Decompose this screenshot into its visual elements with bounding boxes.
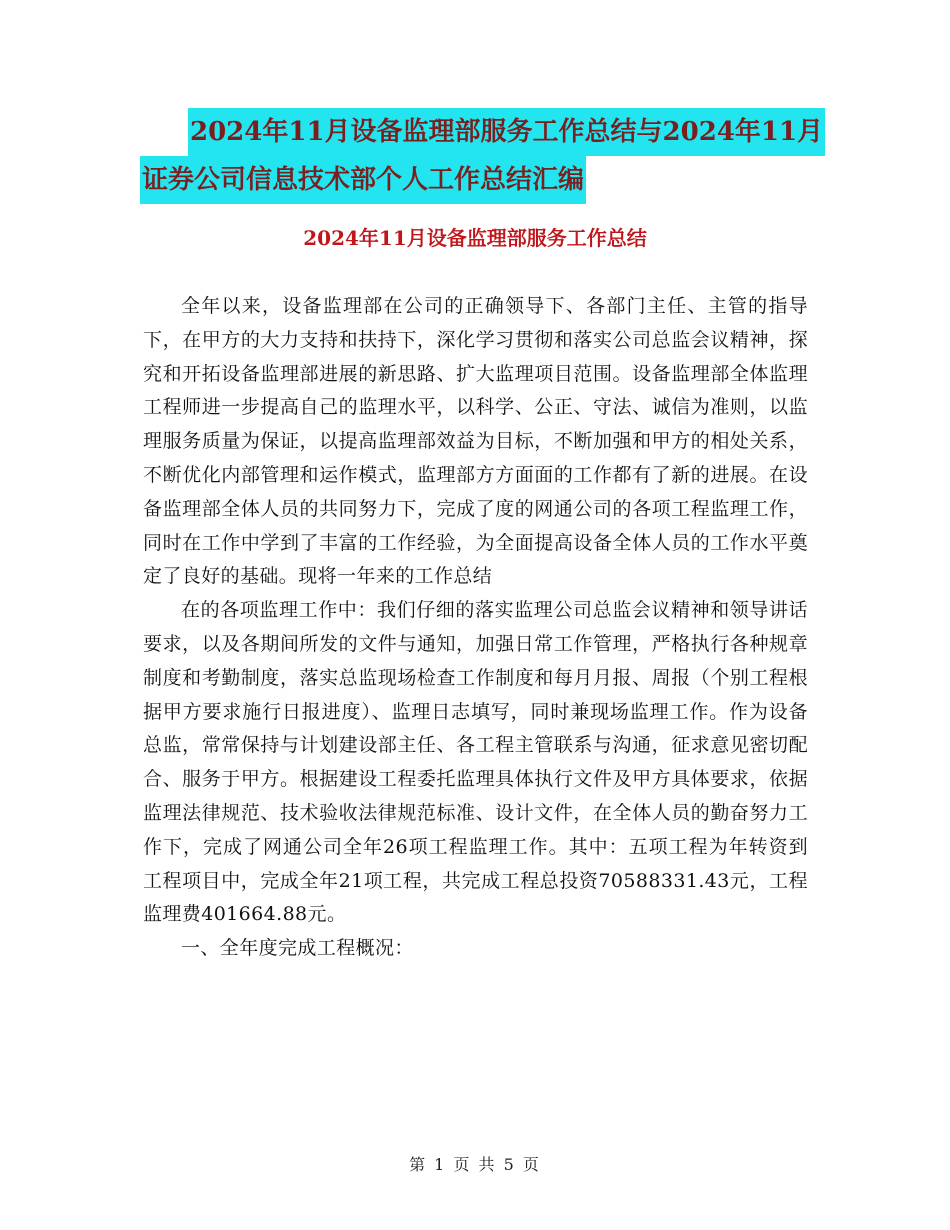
section-heading: 2024年11月设备监理部服务工作总结	[303, 226, 647, 250]
paragraph-section-one-heading: 一、全年度完成工程概况：	[181, 937, 414, 960]
paragraph-intro: 全年以来，设备监理部在公司的正确领导下、各部门主任、主管的指导下，在甲方的大力支持和扶持下，深化学习贯彻和落实公司总监会议精神，探究和开拓设备监理部进展的新思路、扩大监理项目范围。设备监理部全体监理工程师进一步提高自己的监理水平，以科学、公正、守法、诚信为准则，以监理服务质量为保证，以提高监理部效益为目标，不断加强和甲方的相处关系，不断优化内部管理和运作模式，监理部方方面面的工作都有了新的进展。在设备监理部全体人员的共同努力下，完成了度的网通公司的各项工程监理工作，同时在工作中学到了丰富的工作经验，为全面提高设备全体人员的工作水平奠定了良好的基础。现将一年来的工作总结	[143, 295, 808, 588]
paragraph-work-details: 在的各项监理工作中：我们仔细的落实监理公司总监会议精神和领导讲话要求，以及各期间所发的文件与通知，加强日常工作管理，严格执行各种规章制度和考勤制度，落实总监现场检查工作制度和每月月报、周报（个别工程根据甲方要求施行日报进度）、监理日志填写，同时兼现场监理工作。作为设备总监，常常保持与计划建设部主任、各工程主管联系与沟通，征求意见密切配合、服务于甲方。根据建设工程委托监理具体执行文件及甲方具体要求，依据监理法律规范、技术验收法律规范标准、设计文件，在全体人员的勤奋努力工作下，完成了网通公司全年26项工程监理工作。其中：五项工程为年转资到工程项目中，完成全年21项工程，共完成工程总投资70588331.43元，工程监理费401664.88元。	[143, 599, 808, 926]
document-title	[140, 108, 824, 204]
title-line-2: 证券公司信息技术部个人工作总结汇编	[140, 156, 586, 204]
title-line-1: 2024年11月设备监理部服务工作总结与2024年11月	[188, 108, 825, 156]
page-footer: 第 1 页 共 5 页	[409, 1155, 541, 1174]
document-body	[143, 290, 808, 966]
